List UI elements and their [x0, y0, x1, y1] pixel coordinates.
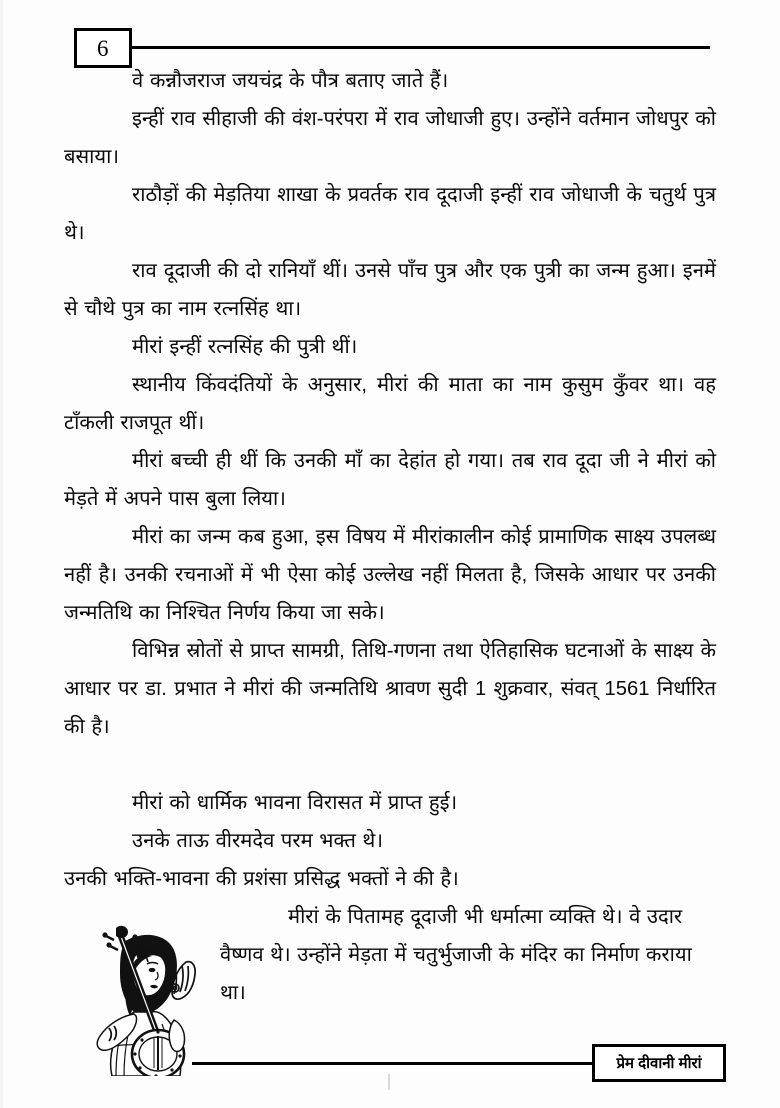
paragraph: स्थानीय किंवदंतियों के अनुसार, मीरां की माता का नाम कुसुम कुँवर था। वह टाँकली राजपूत थीं।: [64, 374, 716, 434]
paragraph: उनके ताऊ वीरमदेव परम भक्त थे।: [132, 830, 383, 852]
page-number: 6: [97, 35, 109, 61]
paragraph: मीरां के पितामह दूदाजी भी धर्मात्मा व्यक्ति थे। वे उदार वैष्णव थे। उन्होंने मेड़ता में चतुर्भुजाजी के मंदिर का निर्माण कराया था।: [220, 906, 692, 1004]
footer-title-box: [592, 1044, 726, 1082]
paragraph: विभिन्न स्रोतों से प्राप्त सामग्री, तिथि-गणना तथा ऐतिहासिक घटनाओं के साक्ष्य के आधार पर डा. प्रभात ने मीरां की जन्मतिथि श्रावण सुदी 1 शुक्रवार, संवत् 1561 निर्धारित की है।: [64, 640, 716, 738]
page-footer: [0, 1042, 780, 1096]
paragraph: वे कन्नौजराज जयचंद्र के पौत्र बताए जाते हैं।: [132, 70, 449, 92]
paragraph: उनकी भक्ति-भावना की प्रशंसा प्रसिद्ध भक्तों ने की है।: [64, 868, 459, 890]
paragraph: राठौड़ों की मेड़तिया शाखा के प्रवर्तक राव दूदाजी इन्हीं राव जोधाजी के चतुर्थ पुत्र थे।: [64, 184, 716, 244]
header-rule: [132, 46, 710, 49]
scan-tick-artifact: [388, 1074, 390, 1090]
paragraph: मीरां बच्ची ही थीं कि उनकी माँ का देहांत हो गया। तब राव दूदा जी ने मीरां को मेड़ते में अपने पास बुला लिया।: [64, 450, 716, 510]
paragraph: मीरां का जन्म कब हुआ, इस विषय में मीरांकालीन कोई प्रामाणिक साक्ष्य उपलब्ध नहीं है। उनकी रचनाओं में भी ऐसा कोई उल्लेख नहीं मिलता है, जिसके आधार पर उनकी जन्मतिथि का निश्चित निर्णय किया जा सके।: [64, 526, 716, 624]
paragraph: मीरां इन्हीं रत्नसिंह की पुत्री थीं।: [132, 336, 358, 358]
page-body: [64, 62, 716, 1016]
footer-rule: [192, 1062, 598, 1065]
paragraph: मीरां को धार्मिक भावना विरासत में प्राप्त हुई।: [132, 792, 458, 814]
footer-title: प्रेम दीवानी मीरां: [616, 1054, 702, 1072]
paragraph: राव दूदाजी की दो रानियाँ थीं। उनसे पाँच पुत्र और एक पुत्री का जन्म हुआ। इनमें से चौथे पुत्र का नाम रत्नसिंह था।: [64, 260, 716, 320]
paragraph: इन्हीं राव सीहाजी की वंश-परंपरा में राव जोधाजी हुए। उन्होंने वर्तमान जोधपुर को बसाया।: [64, 108, 716, 168]
scan-edge-artifact: [0, 0, 3, 1108]
